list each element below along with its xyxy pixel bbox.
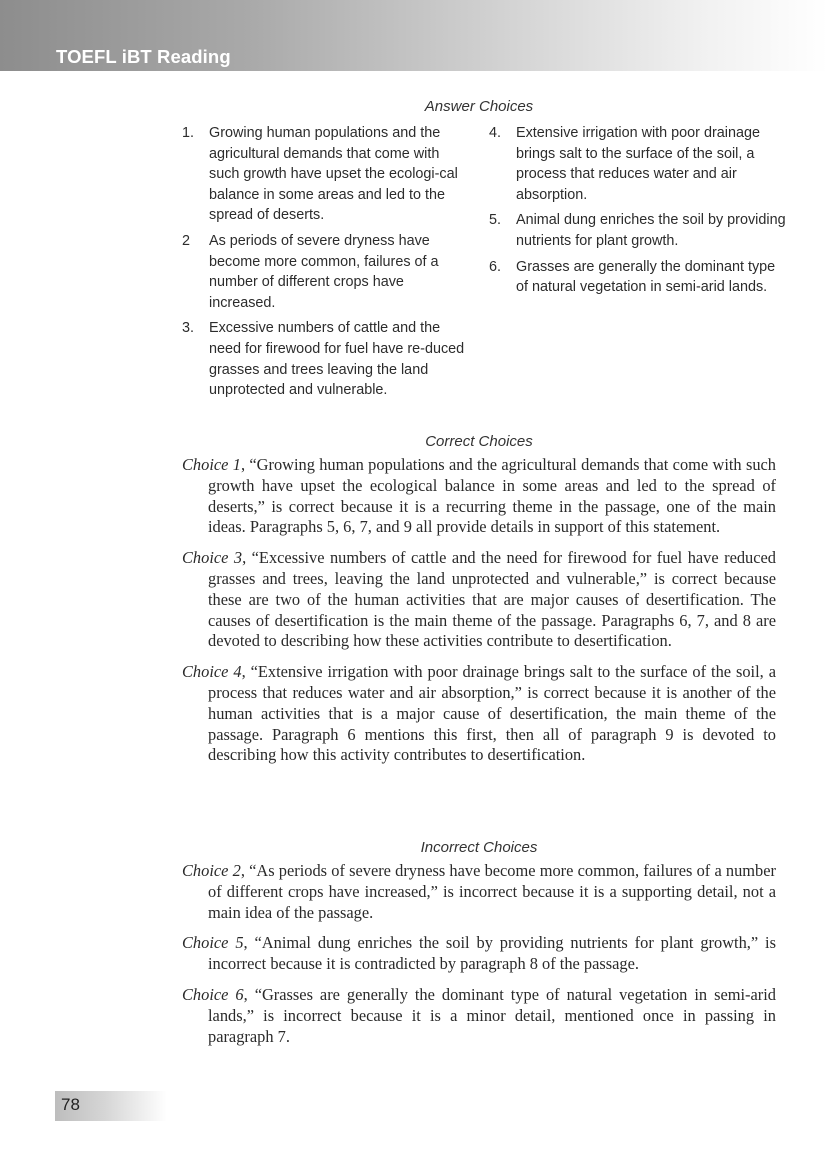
answer-number: 4. [489,125,502,141]
answer-choice-6 [489,257,789,298]
answer-choices-right-column [489,123,789,303]
explanation-choice-3 [182,548,776,652]
choice-label: Choice 6 [182,984,244,1004]
choice-label: Choice 3 [182,548,243,568]
answer-text: Excessive numbers of cattle and the need for firewood for fuel have re-duced grasses and trees leaving the land unprotected and vulnerable. [209,320,465,399]
explanation-text: , “Excessive numbers of cattle and the need for firewood for fuel have reduced grasses and trees, leaving the land unprotected and vulnerable,” is correct because these are two of the human activities that are major causes of desertification. The causes of desertification is the main theme of the passage. Paragraphs 6, 7, and 8 are devoted to describing how these activities contribute to desertification. [208,548,776,651]
answer-choice-4 [489,123,789,205]
answer-text: Grasses are generally the dominant type of natural vegetation in semi-arid lands. [516,258,776,296]
correct-choices-heading: Correct Choices [425,433,533,450]
answer-number: 3. [182,320,195,337]
incorrect-choices-heading: Incorrect Choices [420,839,538,856]
choice-label: Choice 2 [182,861,241,880]
explanation-text: , “Growing human populations and the agricultural demands that come with such growth have upset the ecological balance in some areas and led to the spread of deserts,” is correct because it is a recurring theme in the passage, one of the main ideas. Paragraphs 5, 6, 7, and 9 all provide details in support of this statement. [208,455,776,537]
explanation-choice-6 [182,985,776,1047]
answer-choice-1 [182,123,472,226]
answer-choices-heading: Answer Choices [424,98,534,115]
explanation-choice-2 [182,861,776,923]
running-header-title: TOEFL iBT Reading [56,46,231,67]
answer-number: 6. [489,258,502,275]
answer-choice-3 [182,318,472,400]
choice-label: Choice 4 [182,662,242,682]
answer-text: Growing human populations and the agricultural demands that come with such growth have upset the ecologi-cal balance in some areas and led to the spread of deserts. [209,125,458,224]
choice-label: Choice 5 [182,933,244,953]
explanation-choice-5 [182,933,776,975]
answer-number: 2 [182,232,191,249]
incorrect-choices-list [182,861,776,1057]
answer-choice-2 [182,231,472,313]
answer-text: Animal dung enriches the soil by providing nutrients for plant growth. [516,212,786,249]
answer-number: 5. [489,212,502,229]
choice-label: Choice 1 [182,455,241,474]
answer-choices-left-column [182,123,472,406]
answer-text: Extensive irrigation with poor drainage brings salt to the surface of the soil, a process that reduces water and air absorption. [516,125,760,203]
page-number: 78 [61,1095,80,1114]
explanation-text: , “Grasses are generally the dominant type of natural vegetation in semi-arid lands,” is incorrect because it is a minor detail, mentioned once in passing in paragraph 7. [208,984,776,1046]
explanation-choice-4 [182,662,776,766]
explanation-text: , “Extensive irrigation with poor drainage brings salt to the surface of the soil, a process that reduces water and air absorption,” is correct because it is another of the human activities that is a major cause of desertification, the main theme of the passage. Paragraph 6 mentions this first, then all of paragraph 9 is devoted to describing how this activity contributes to desertification. [208,662,776,765]
explanation-text: , “Animal dung enriches the soil by providing nutrients for plant growth,” is incorrect because it is contradicted by paragraph 8 of the passage. [208,933,776,974]
explanation-choice-1 [182,455,776,538]
answer-number: 1. [182,125,195,141]
correct-choices-list [182,455,776,776]
answer-text: As periods of severe dryness have become more common, failures of a number of different crops have increased. [209,232,439,311]
explanation-text: , “As periods of severe dryness have become more common, failures of a number of different crops have increased,” is incorrect because it is a supporting detail, not a main idea of the passage. [208,861,776,922]
answer-choice-5 [489,210,789,251]
